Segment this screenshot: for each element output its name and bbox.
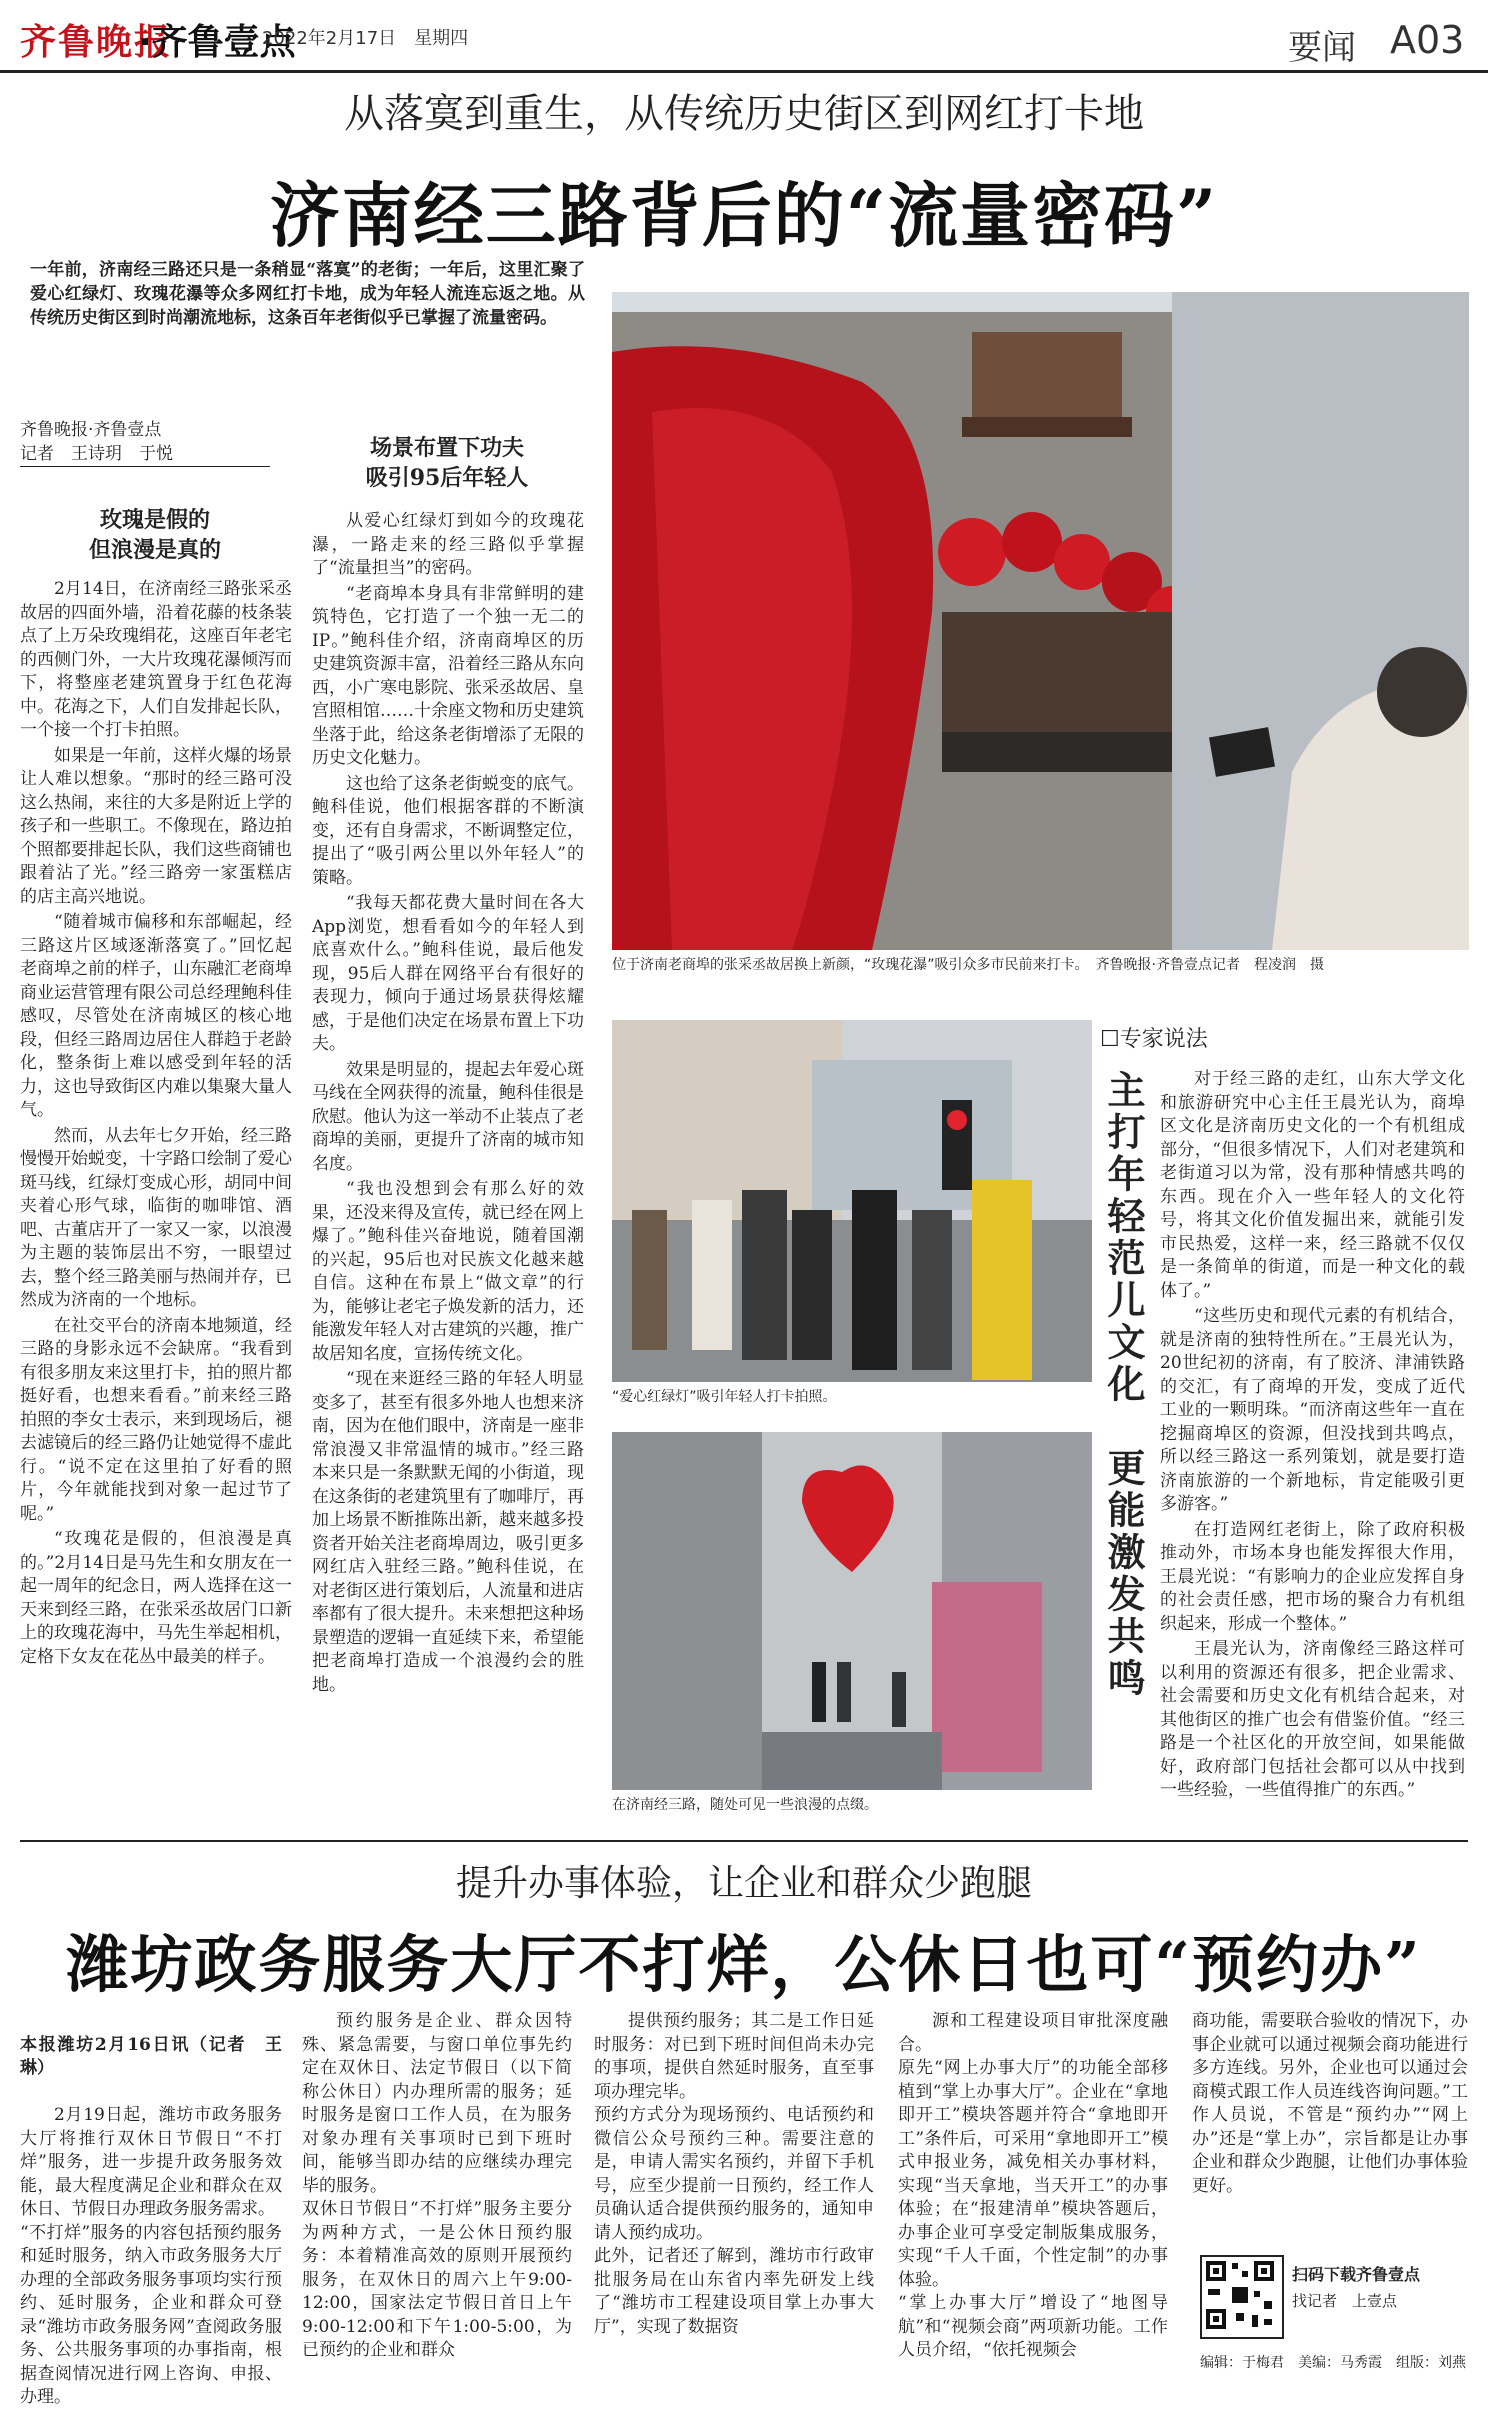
section-name: 要闻 — [1288, 28, 1356, 68]
paragraph: 2月19日起，潍坊市政务服务大厅将推行双休日节假日“不打烊”服务，进一步提升政务服务效能，最大程度满足企业和群众在双休日、节假日办理政务服务需求。 “不打烊”服务的内容包括预约服务和延时服务，纳入市政务服务大厅办理的全部政务服务事项均实行预约、延时服务，企业和群众可登录“潍坊市政务服务网”查阅政务服务、公共服务事项的办事指南，根据查阅情况进行网上咨询、申报、办理。 — [20, 2105, 282, 2407]
article2-column-1 — [20, 2010, 282, 2407]
byline-reporters: 记者 王诗玥 于悦 — [20, 442, 270, 467]
paragraph: 对于经三路的走红，山东大学文化和旅游研究中心主任王晨光认为，商埠区文化是济南历史文化的一个有机组成部分，“但很多情况下，人们对老建筑和老街道习以为常，没有那种情感共鸣的东西。现在介入一些年轻人的文化符号，将其文化价值发掘出来，就能引发市民热爱，这样一来，经三路就不仅仅是一条简单的街道，而是一种文化的载体了。” — [1160, 1069, 1465, 1301]
alley-illustration — [612, 1432, 1092, 1790]
article2-dateline: 本报潍坊2月16日讯（记者 王琳） — [20, 2034, 282, 2078]
qr-code-icon — [1202, 2257, 1278, 2333]
photo-heart-balloon-alley — [612, 1432, 1092, 1790]
photo-heart-traffic-light — [612, 1020, 1092, 1382]
subhead-scenes: 场景布置下功夫 吸引95后年轻人 — [365, 435, 529, 491]
rose-house-illustration — [612, 292, 1469, 950]
article1-lead: 一年前，济南经三路还只是一条稍显“落寞”的老街；一年后，这里汇聚了爱心红绿灯、玫瑰花瀑等众多网红打卡地，成为年轻人流连忘返之地。从传统历史街区到时尚潮流地标，这条百年老街似乎已掌握了流量密码。 — [30, 260, 585, 328]
expert-section-label — [1100, 1022, 1300, 1053]
app-logo: ·齐鲁壹点 — [138, 22, 296, 63]
subhead-roses: 玫瑰是假的 但浪漫是真的 — [88, 507, 221, 563]
article2-kicker: 提升办事体验，让企业和群众少跑腿 — [455, 1863, 1032, 1904]
paragraph: “老商埠本身具有非常鲜明的建筑特色，它打造了一个独一无二的IP。”鲍科佳介绍，济南商埠区的历史建筑资源丰富，沿着经三路从东向西，小广寒电影院、张采丞故居、皇宫照相馆……十余座文物和历史建筑坐落于此，给这条老街增添了无限的历史文化魅力。 — [312, 583, 584, 768]
expert-vertical-title: 主打年轻范儿文化 更能激发共鸣 — [1101, 1070, 1146, 1700]
photo-heart-traffic-light-caption: “爱心红绿灯”吸引年轻人打卡拍照。 — [612, 1389, 837, 1405]
square-icon: ☐ — [1100, 1027, 1120, 1052]
photo-rose-house-caption: 位于济南老商埠的张采丞故居换上新颜，“玫瑰花瀑”吸引众多市民前来打卡。 齐鲁晚报·齐鲁壹点记者 程凌润 摄 — [612, 957, 1324, 973]
paragraph: 效果是明显的，提起去年爱心斑马线在全网获得的流量，鲍科佳很是欣慰。他认为这一举动不止装点了老商埠的美丽，更提升了济南的城市知名度。 — [312, 1059, 584, 1174]
article2-column-4: 源和工程建设项目审批深度融合。 原先“网上办事大厅”的功能全部移植到“掌上办事大厅”。企业在“拿地即开工”模块答题并符合“拿地即开工”条件后，可采用“拿地即开工”模式申报业务，减免相关办事材料，实现“当天拿地，当天开工”的办事体验；在“报建清单”模块答题后，办事企业可享受定制版集成服务，实现“千人千面，个性定制”的办事体验。 “掌上办事大厅”增设了“地图导航”和“视频会商”两项新功能。工作人员介绍，“依托视频会 — [898, 2011, 1168, 2360]
paragraph: 这也给了这条老街蜕变的底气。鲍科佳说，他们根据客群的不断演变，还有自身需求，不断调整定位，提出了“吸引两公里以外年轻人”的策略。 — [312, 773, 584, 888]
article2-column-3: 提供预约服务；其二是工作日延时服务：对已到下班时间但尚未办完的事项，提供自然延时服务，直至事项办理完毕。 预约方式分为现场预约、电话预约和微信公众号预约三种。需要注意的是，申请人需实名预约，并留下手机号，应至少提前一日预约，经工作人员确认适合提供预约服务的，通知申请人预约成功。 此外，记者还了解到，潍坊市行政审批服务局在山东省内率先研发上线了“潍坊市工程建设项目掌上办事大厅”，实现了数据资 — [594, 2011, 874, 2337]
paragraph: 王晨光认为，济南像经三路这样可以利用的资源还有很多，把企业需求、社会需要和历史文化有机结合起来，对其他街区的推广也会有借鉴价值。“经三路是一个社区化的开放空间，如果能做好，政府部门包括社会都可以从中找到一些经验，一些值得推广的东西。” — [1160, 1639, 1465, 1800]
article-divider — [20, 1840, 1468, 1842]
paragraph: 2月14日，在济南经三路张采丞故居的四面外墙，沿着花藤的枝条装点了上万朵玫瑰绢花，这座百年老宅的西侧门外，一大片玫瑰花瀑倾泻而下，将整座老建筑置身于红色花海中。花海之下，人们自发排起长队，一个接一个打卡拍照。 — [20, 579, 292, 740]
editor-credits: 编辑：于梅君 美编：马秀霞 组版：刘燕 — [1200, 2355, 1466, 2371]
photo-heart-balloon-alley-caption: 在济南经三路，随处可见一些浪漫的点缀。 — [612, 1797, 878, 1813]
article2-column-2: 预约服务是企业、群众因特殊、紧急需要，与窗口单位事先约定在双休日、法定节假日（以下简称公休日）内办理所需的服务；延时服务是窗口工作人员，在为服务对象办理有关事项时已到下班时间，能够当即办结的应继续办理完毕的服务。 双休日节假日“不打烊”服务主要分为两种方式，一是公休日预约服务：本着精准高效的原则开展预约服务，在双休日的周六上午9:00-12:00，国家法定节假日首日上午9:00-12:00和下午1:00-5:00，为已预约的企业和群众 — [302, 2011, 572, 2360]
page-number: A03 — [1390, 18, 1465, 62]
paragraph: 在打造网红老街上，除了政府积极推动外，市场本身也能发挥很大作用，王晨光说：“有影响力的企业应发挥自身的社会责任感，把市场的聚合力有机组织起来，形成一个整体。” — [1160, 1519, 1465, 1634]
paragraph: “这些历史和现代元素的有机结合，就是济南的独特性所在。”王晨光认为，20世纪初的济南，有了胶济、津浦铁路的交汇，有了商埠的开发，变成了近代工业的一颗明珠。“而济南这些年一直在挖掘商埠区的资源，但没找到共鸣点，所以经三路这一系列策划，就是要打造济南旅游的一个新地标，肯定能吸引更多游客。” — [1160, 1306, 1465, 1514]
article1-kicker: 从落寞到重生，从传统历史街区到网红打卡地 — [344, 91, 1144, 137]
paragraph: 在社交平台的济南本地频道，经三路的身影永远不会缺席。“我看到有很多朋友来这里打卡，拍的照片都挺好看，也想来看看。”前来经三路拍照的李女士表示，来到现场后，褪去滤镜后的经三路仍让她觉得不虚此行。“说不定在这里拍了好看的照片，今年就能找到对象一起过节了呢。” — [20, 1315, 292, 1524]
article2-column-5: 商功能，需要联合验收的情况下，办事企业就可以通过视频会商功能进行多方连线。另外，企业也可以通过会商模式跟工作人员连线咨询问题。”工作人员说，不管是“预约办”“网上办”还是“掌上办”，宗旨都是让办事企业和群众少跑腿，让他们办事体验更好。 — [1192, 2011, 1468, 2196]
paragraph: “现在来逛经三路的年轻人明显变多了，甚至有很多外地人也想来济南，因为在他们眼中，济南是一座非常浪漫又非常温情的城市。”经三路本来只是一条默默无闻的小街道，现在这条街的老建筑里有了咖啡厅，再加上场景不断推陈出新，越来越多投资者开始关注老商埠周边，吸引更多网红店入驻经三路。”鲍科佳说，在对老街区进行策划后，人流量和进店率都有了很大提升。未来想把这种场景塑造的逻辑一直延续下来，希望能把老商埠打造成一个浪漫约会的胜地。 — [312, 1369, 584, 1695]
traffic-light-illustration — [612, 1020, 1092, 1382]
qr-code[interactable] — [1200, 2255, 1284, 2339]
expert-column — [1160, 1068, 1465, 1808]
newspaper-logo: 齐鲁晚报 — [20, 21, 173, 63]
article2-headline: 潍坊政务服务大厅不打烊，公休日也可“预约办” — [66, 1928, 1422, 2001]
paragraph: 如果是一年前，这样火爆的场景让人难以想象。“那时的经三路可没这么热闹，来往的大多是附近上学的孩子和一些职工。不像现在，路边拍个照都要排起长队，我们这些商铺也跟着沾了光。”经三路旁一家蛋糕店的店主高兴地说。 — [20, 745, 292, 907]
issue-date: 2022年2月17日 星期四 — [262, 28, 469, 49]
photo-rose-house — [612, 292, 1469, 950]
byline — [20, 418, 270, 467]
paragraph: “我也没想到会有那么好的效果，还没来得及宣传，就已经在网上爆了。”鲍科佳兴奋地说，随着国潮的兴起，95后也对民族文化越来越自信。这种在布景上“做文章”的行为，能够让老宅子焕发新的活力，还能激发年轻人对古建筑的兴趣，推广故居知名度，宣扬传统文化。 — [312, 1179, 584, 1364]
paragraph: “随着城市偏移和东部崛起，经三路这片区域逐渐落寞了。”回忆起老商埠之前的样子，山东融汇老商埠商业运营管理有限公司总经理鲍科佳感叹，尽管处在济南城区的核心地段，但经三路周边居住人群趋于老龄化，整条街上难以感受到年轻的活力，这也导致街区内难以集聚大量人气。 — [20, 912, 292, 1120]
expert-label-text: 专家说法 — [1119, 1027, 1208, 1052]
paragraph: 从爱心红绿灯到如今的玫瑰花瀑，一路走来的经三路似乎掌握了“流量担当”的密码。 — [312, 511, 584, 578]
qr-label: 扫码下载齐鲁壹点 — [1292, 2265, 1421, 2284]
paragraph: 然而，从去年七夕开始，经三路慢慢开始蜕变，十字路口绘制了爱心斑马线，红绿灯变成心形，胡同中间夹着心形气球，临街的咖啡馆、酒吧、古董店开了一家又一家，以浪漫为主题的装饰层出不穷，一眼望过去，整个经三路美丽与热闹并存，已然成为济南的一个地标。 — [20, 1125, 292, 1310]
article1-column-2 — [312, 510, 584, 1836]
article1-headline: 济南经三路背后的“流量密码” — [269, 174, 1219, 257]
byline-org: 齐鲁晚报·齐鲁壹点 — [20, 420, 162, 440]
qr-sublabel: 找记者 上壹点 — [1292, 2292, 1398, 2310]
paragraph: “我每天都花费大量时间在各大App浏览，想看看如今的年轻人到底喜欢什么。”鲍科佳说，最后他发现，95后人群在网络平台有很好的表现力，倾向于通过场景获得炫耀感，于是他们决定在场景布置上下功夫。 — [312, 893, 584, 1054]
article1-column-1 — [20, 578, 292, 1836]
paragraph: “玫瑰花是假的，但浪漫是真的。”2月14日是马先生和女朋友在一起一周年的纪念日，两人选择在这一天来到经三路，在张采丞故居门口新上的玫瑰花海中，马先生举起相机，定格下女友在花丛中最美的样子。 — [20, 1529, 292, 1667]
